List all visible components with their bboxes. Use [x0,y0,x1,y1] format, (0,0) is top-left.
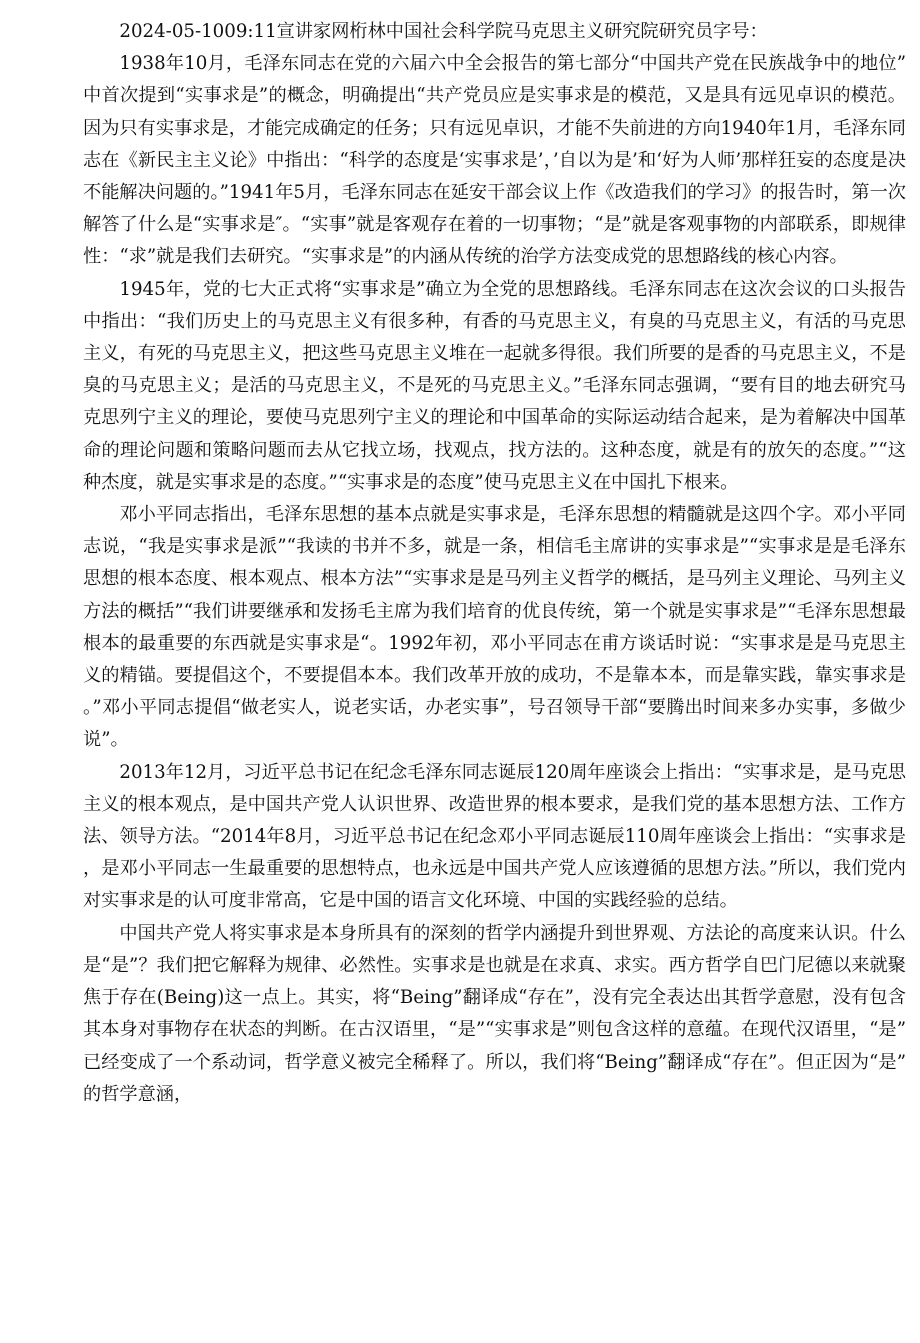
paragraph-1938: 1938年10月，毛泽东同志在党的六届六中全会报告的第七部分“中国共产党在民族战争中的地位”中首次提到“实事求是”的概念，明确提出“共产党员应是实事求是的模范，又是具有远见卓识的模范。因为只有实事求是，才能完成确定的任务；只有远见卓识，才能不失前进的方向1940年1月，毛泽东同志在《新民主主义论》中指出：“科学的态度是‘实事求是’，’自以为是’和‘好为人师’那样狂妄的态度是决不能解决问题的。”1941年5月，毛泽东同志在延安干部会议上作《改造我们的学习》的报告时，第一次解答了什么是“实事求是″。“实事”就是客观存在着的一切事物；“是”就是客观事物的内部联系，即规律性：“求”就是我们去研究。“实事求是”的内涵从传统的治学方法变成党的思想路线的核心内容。 [83,53,906,268]
paragraph-philosophy: 中国共产党人将实事求是本身所具有的深刻的哲学内涵提升到世界观、方法论的高度来认识。什么是“是”？我们把它解释为规律、必然性。实事求是也就是在求真、求实。西方哲学自巴门尼德以来就聚焦于存在(Being)这一点上。其实，将“Being”翻译成“存在”，没有完全表达出其哲学意慰，没有包含其本身对事物存在状态的判断。在古汉语里，“是”“实事求是”则包含这样的意蕴。在现代汉语里，“是”已经变成了一个系动词，哲学意义被完全稀释了。所以，我们将“Being”翻译成“存在”。但正因为“是”的哲学意涵， [83,922,906,1105]
paragraph-1945: 1945年，党的七大正式将“实事求是”确立为全党的思想路线。毛泽东同志在这次会议的口头报告中指出：“我们历史上的马克思主义有很多种，有香的马克思主义，有臭的马克思主义，有活的马克思主义，有死的马克思主义，把这些马克思主义堆在一起就多得很。我们所要的是香的马克思主义，不是臭的马克思主义；是活的马克思主义，不是死的马克思主义。”毛泽东同志强调，“要有目的地去研究马克思列宁主义的理论，要使马克思列宁主义的理论和中国革命的实际运动结合起来，是为着解决中国革命的理论问题和策略问题而去从它找立场，找观点，找方法的。这种态度，就是有的放矢的态度。”“这种杰度，就是实事求是的态度。”“实事求是的态度”使马克思主义在中国扎下根来。 [83,278,906,493]
header-line: 2024-05-1009:11宣讲家网桁林中国社会科学院马克思主义研究院研究员字号： [119,21,768,42]
paragraph-2013: 2013年12月，习近平总书记在纪念毛泽东同志诞辰120周年座谈会上指出：“实事求是，是马克思主义的根本观点，是中国共产党人认识世界、改造世界的根本要求，是我们党的基本思想方法、工作方法、领导方法。“2014年8月，习近平总书记在纪念邓小平同志诞辰110周年座谈会上指出：“实事求是，是邓小平同志一生最重要的思想特点，也永远是中国共产党人应该遵循的思想方法。”所以，我们党内对实事求是的认可度非常高，它是中国的语言文化环境、中国的实践经验的总结。 [83,761,906,912]
paragraph-deng: 邓小平同志指出，毛泽东思想的基本点就是实事求是，毛泽东思想的精髓就是这四个字。邓小平同志说，“我是实事求是派”“我读的书并不多，就是一条，相信毛主席讲的实事求是”“实事求是是毛泽东思想的根本态度、根本观点、根本方法”“实事求是是马列主义哲学的概括，是马列主义理论、马列主义方法的概括”“我们讲要继承和发扬毛主席为我们培育的优良传统，第一个就是实事求是”“毛泽东思想最根本的最重要的东西就是实事求是“。1992年初，邓小平同志在甫方谈话时说：“实事求是是马克思主义的精锚。要提倡这个，不要提倡本本。我们改革开放的成功，不是靠本本，而是靠实践，靠实事求是。”邓小平同志提倡“做老实人，说老实话，办老实事”，号召领导干部“要腾出时间来多办实事，多做少说”。 [83,504,906,751]
